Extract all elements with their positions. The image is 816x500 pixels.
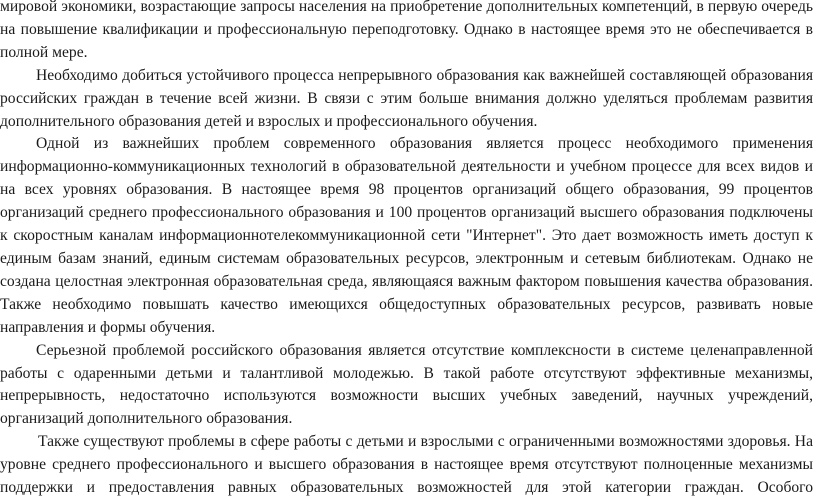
paragraph-disabilities: Также существуют проблемы в сфере работы с детьми и взрослыми с ограниченными возможностями здоровья. На уровне среднего профессионального и высшего образования в настоящее время отсутствуют полноценные механизмы поддержки и предоставления равных образовательных возможностей для этой категории граждан. Особого [0, 433, 813, 497]
paragraph-gifted-children: Серьезной проблемой российского образования является отсутствие комплексности в системе целенаправленной работы с одаренными детьми и талантливой молодежью. В такой работе отсутствуют эффективные механизмы, непрерывность, недостаточно используются возможности высших учебных заведений, научных учреждений, организаций дополнительного образования. [0, 341, 813, 428]
paragraph-ict-in-education: Одной из важнейших проблем современного образования является процесс необходимого применения информационно-коммуникационных технологий в образовательной деятельности и учебном процессе для всех видов и на всех уровнях образования. В настоящее время 98 процентов организаций общего образования, 99 процентов организаций среднего профессионального образования и 100 процентов организаций высшего образования подключены к скоростным каналам информационнотелекоммуникационной сети "Интернет". Это дает возможность иметь доступ к единым базам знаний, единым системам образовательных ресурсов, электронным и сетевым библиотекам. Однако не создана целостная электронная образовательная среда, являющаяся важным фактором повышения качества образования. Также необходимо повышать качество имеющихся общедоступных образовательных ресурсов, развивать новые направления и формы обучения. [0, 135, 813, 336]
paragraph-continuous-education: Необходимо добиться устойчивого процесса непрерывного образования как важнейшей составляющей образования российских граждан в течение всей жизни. В связи с этим больше внимания должно уделяться проблемам развития дополнительного образования детей и взрослых и профессионального обучения. [0, 66, 813, 130]
paragraph-continuation: мировой экономики, возрастающие запросы населения на приобретение дополнительных компетенций, в первую очередь на повышение квалификации и профессиональную переподготовку. Однако в настоящее время это не обеспечивается в полной мере. [0, 0, 813, 61]
